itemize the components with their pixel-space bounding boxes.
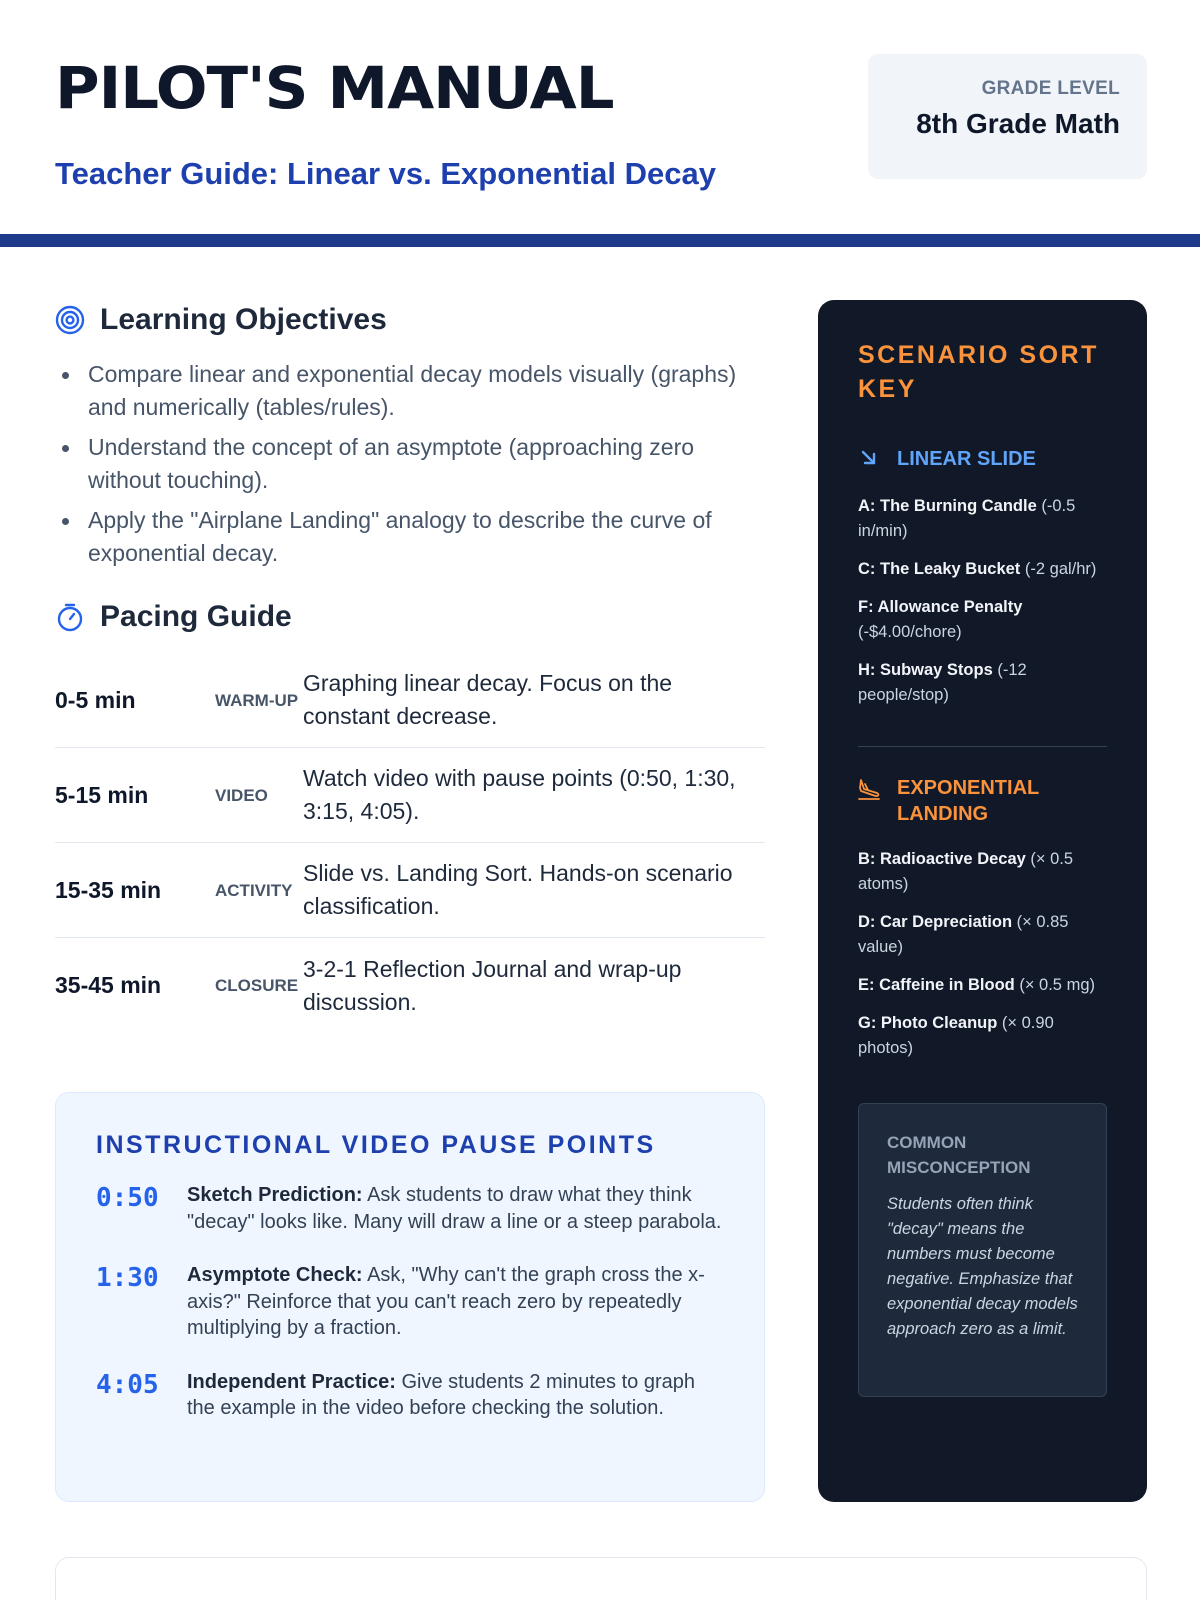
scenario-sort-key-panel xyxy=(818,300,1147,1502)
video-pause-points-title: INSTRUCTIONAL VIDEO PAUSE POINTS xyxy=(96,1131,656,1159)
scenario-rate: (× 0.90 photos) xyxy=(858,1014,1054,1057)
scenario-name: B: Radioactive Decay xyxy=(858,850,1026,868)
pacing-tag: ACTIVITY xyxy=(215,880,293,900)
video-pause-points-card xyxy=(55,1092,765,1502)
pause-description xyxy=(187,1369,726,1422)
target-icon xyxy=(55,305,85,335)
pause-timestamp: 4:05 xyxy=(96,1369,159,1400)
scenario-item xyxy=(858,658,1107,708)
scenario-item xyxy=(858,557,1107,582)
scenario-rate: (× 0.5 mg) xyxy=(1014,976,1095,994)
pause-label: Independent Practice: xyxy=(187,1370,396,1393)
misconception-text: Students often think "decay" means the numbers must become negative. Emphasize that exponential decay models approach zero as a limit. xyxy=(887,1195,1078,1338)
scenario-rate: (-12 people/stop) xyxy=(858,661,1027,704)
pause-label: Asymptote Check: xyxy=(187,1264,363,1286)
pacing-row xyxy=(55,653,765,748)
pacing-heading xyxy=(55,597,765,637)
linear-scenario-list xyxy=(858,494,1107,708)
key-divider xyxy=(858,746,1107,747)
pacing-tag: VIDEO xyxy=(215,785,268,805)
objectives-list xyxy=(55,358,765,570)
scenario-item xyxy=(858,595,1107,645)
next-section-card xyxy=(55,1557,1147,1600)
pacing-row xyxy=(55,843,765,938)
scenario-name: G: Photo Cleanup xyxy=(858,1014,998,1032)
scenario-item xyxy=(858,973,1107,998)
scenario-item xyxy=(858,847,1107,897)
objectives-title: Learning Objectives xyxy=(100,303,387,336)
pacing-description: Slide vs. Landing Sort. Hands-on scenario classification. xyxy=(303,860,733,919)
grade-level-label: GRADE LEVEL xyxy=(981,78,1120,99)
scenario-name: A: The Burning Candle xyxy=(858,497,1037,515)
pacing-title: Pacing Guide xyxy=(100,600,292,633)
pause-label: Sketch Prediction: xyxy=(187,1184,363,1206)
pacing-row xyxy=(55,748,765,843)
pause-point-list xyxy=(96,1182,726,1422)
pause-timestamp: 0:50 xyxy=(96,1183,159,1213)
pacing-description: Watch video with pause points (0:50, 1:30, 3:15, 4:05). xyxy=(303,765,736,824)
grade-level-card xyxy=(868,54,1147,179)
scenario-rate: (-2 gal/hr) xyxy=(1020,560,1097,578)
pacing-time: 15-35 min xyxy=(55,876,162,903)
pacing-tag: WARM-UP xyxy=(215,690,299,710)
scenario-name: H: Subway Stops xyxy=(858,661,993,679)
grade-level-value: 8th Grade Math xyxy=(916,108,1120,139)
scenario-rate: (× 0.85 value) xyxy=(858,913,1069,956)
scenario-name: D: Car Depreciation xyxy=(858,913,1013,931)
pacing-description: Graphing linear decay. Focus on the constant decrease. xyxy=(303,670,673,729)
pacing-table xyxy=(55,653,765,1033)
arrow-down-right-icon xyxy=(858,447,880,474)
misconception-label: COMMON MISCONCEPTION xyxy=(887,1133,1031,1177)
page-title: PILOT'S MANUAL xyxy=(55,54,614,122)
scenario-sort-key-title: SCENARIO SORT KEY xyxy=(858,341,1099,403)
pacing-row xyxy=(55,938,765,1033)
objective-item: Understand the concept of an asymptote (approaching zero without touching). xyxy=(55,431,765,497)
pause-point xyxy=(96,1262,726,1342)
plane-landing-icon xyxy=(858,776,880,805)
exponential-landing-heading xyxy=(858,775,1107,827)
objective-item: Apply the "Airplane Landing" analogy to describe the curve of exponential decay. xyxy=(55,504,765,570)
objectives-heading xyxy=(55,300,765,340)
pause-detail: Ask students to draw what they think "decay" looks like. Many will draw a line or a steep parabola. xyxy=(187,1184,722,1233)
pause-point xyxy=(96,1369,726,1422)
pacing-time: 35-45 min xyxy=(55,972,162,998)
pacing-time: 5-15 min xyxy=(55,781,149,808)
misconception-callout xyxy=(858,1103,1107,1397)
pause-point xyxy=(96,1182,726,1235)
pacing-tag: CLOSURE xyxy=(215,976,299,995)
scenario-name: E: Caffeine in Blood xyxy=(858,976,1015,994)
pause-timestamp: 1:30 xyxy=(96,1263,159,1293)
linear-slide-label: LINEAR SLIDE xyxy=(897,448,1036,470)
pause-description xyxy=(187,1182,726,1235)
pacing-time: 0-5 min xyxy=(55,686,136,713)
page-subtitle: Teacher Guide: Linear vs. Exponential Decay xyxy=(55,156,716,191)
pause-description xyxy=(187,1262,726,1342)
main-column xyxy=(55,300,765,1033)
pause-detail: Ask, "Why can't the graph cross the x-axis?" Reinforce that you can't reach zero by repeatedly multiplying by a fraction. xyxy=(187,1264,705,1339)
exponential-scenario-list xyxy=(858,847,1107,1061)
pause-detail: Give students 2 minutes to graph the example in the video before checking the solution. xyxy=(187,1370,695,1419)
scenario-item xyxy=(858,1011,1107,1061)
scenario-rate: (× 0.5 atoms) xyxy=(858,850,1074,893)
exponential-landing-label: EXPONENTIAL LANDING xyxy=(897,777,1039,825)
objective-item: Compare linear and exponential decay models visually (graphs) and numerically (tables/rules). xyxy=(55,358,765,424)
scenario-name: F: Allowance Penalty xyxy=(858,598,1023,616)
header xyxy=(55,52,1147,191)
scenario-rate: (-$4.00/chore) xyxy=(858,623,962,641)
scenario-name: C: The Leaky Bucket xyxy=(858,560,1021,578)
header-divider xyxy=(0,234,1200,247)
pacing-description: 3-2-1 Reflection Journal and wrap-up discussion. xyxy=(303,955,682,1015)
scenario-item xyxy=(858,910,1107,960)
stopwatch-icon xyxy=(55,602,85,632)
linear-slide-heading xyxy=(858,446,1107,474)
scenario-item xyxy=(858,494,1107,544)
scenario-rate: (-0.5 in/min) xyxy=(858,497,1076,540)
